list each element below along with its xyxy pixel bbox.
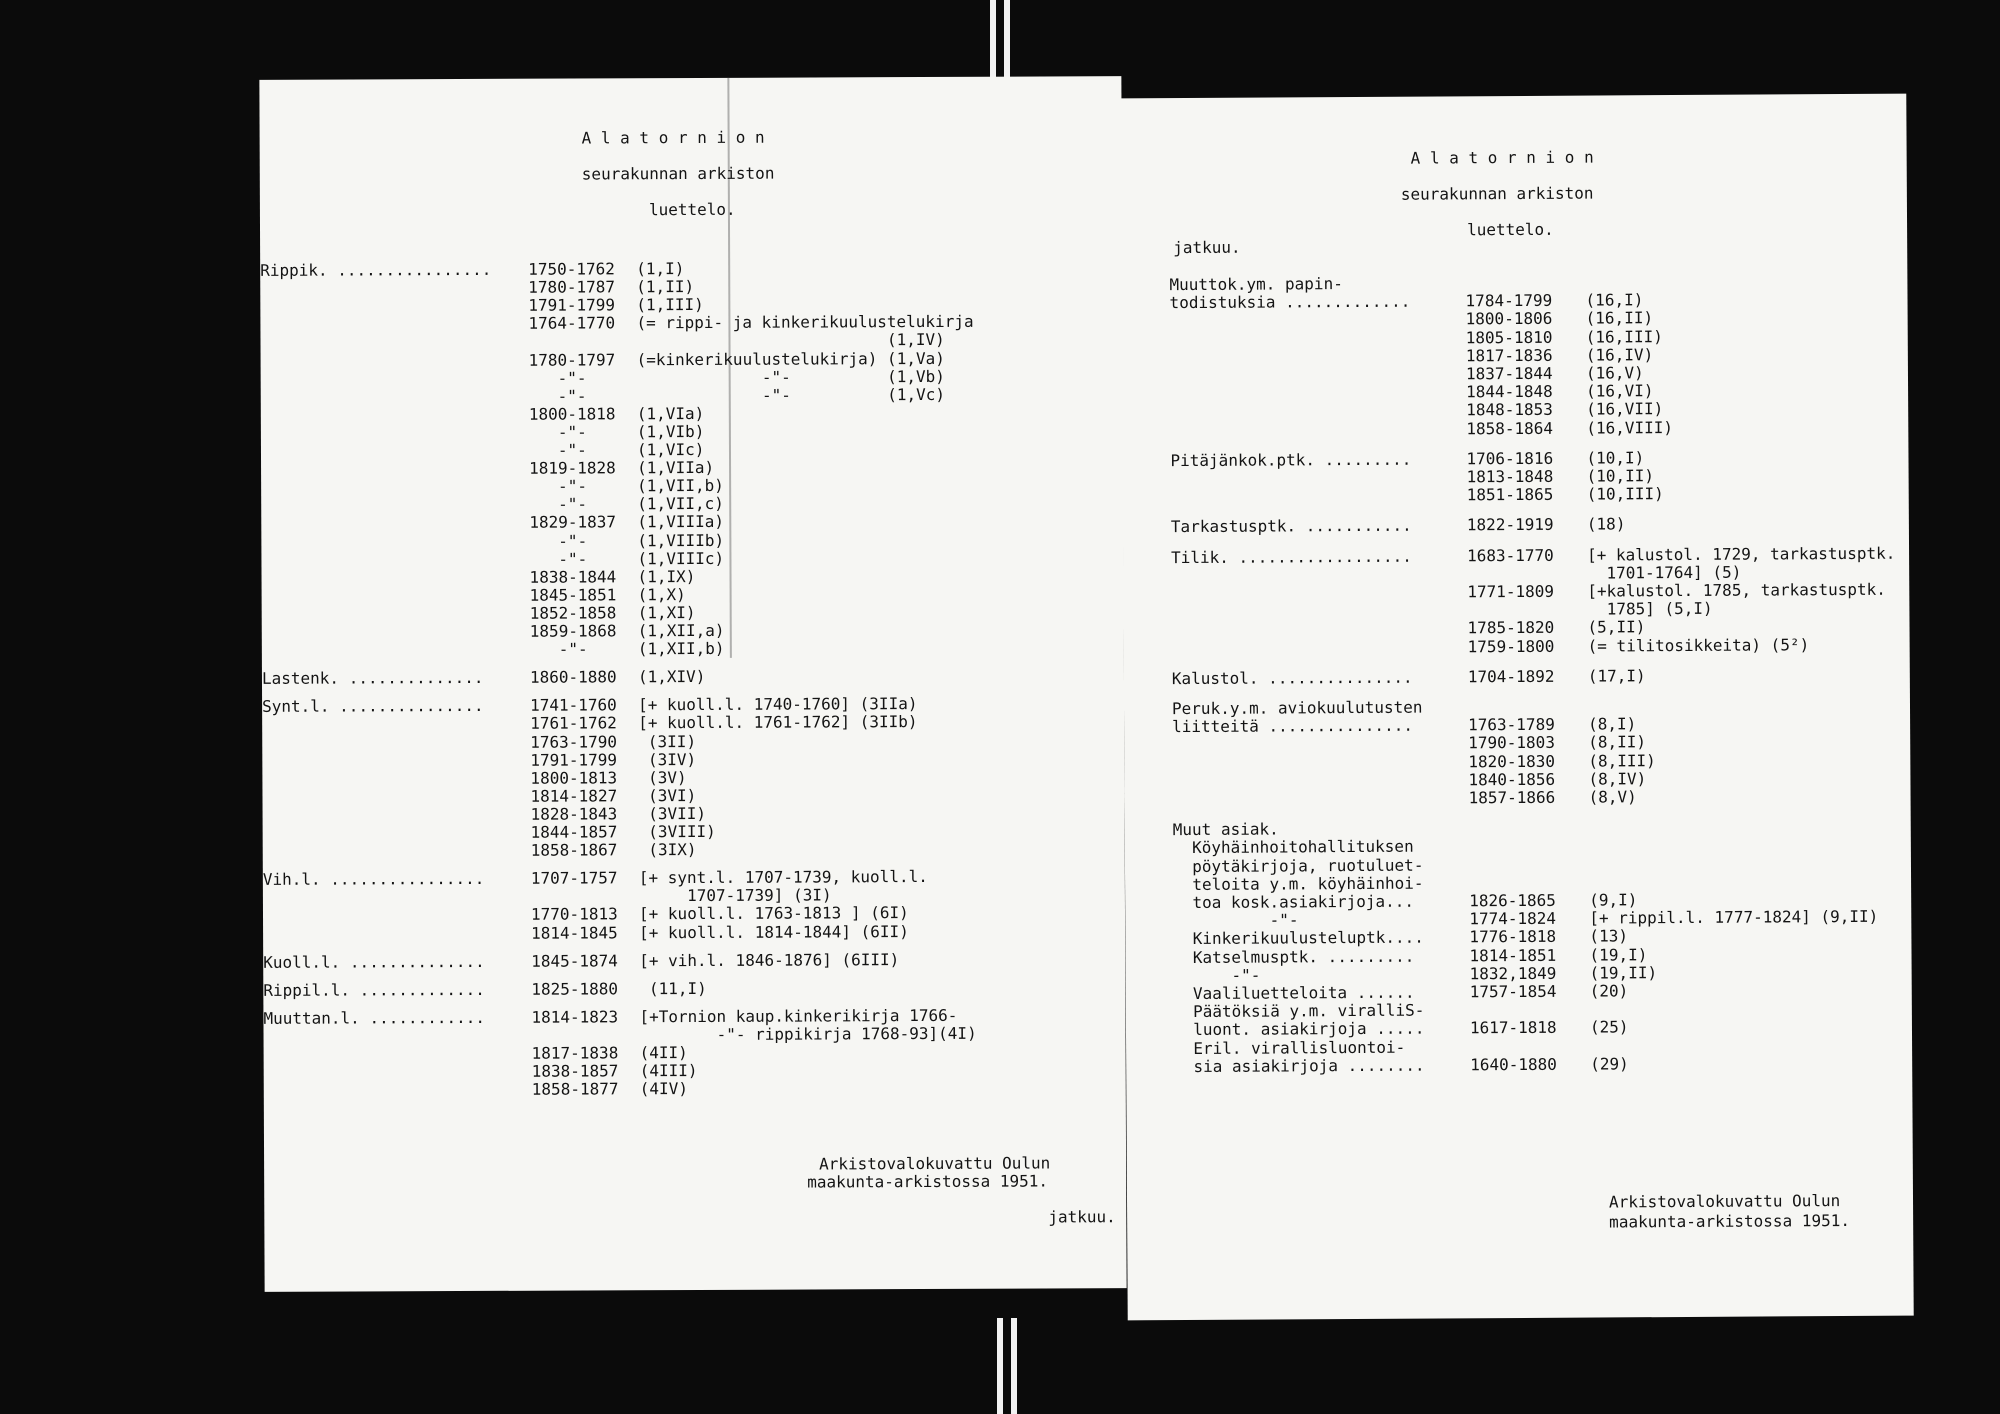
- entry-years: 1770-1813: [530, 904, 618, 925]
- entry-reference: (1,VIIIa): [637, 512, 725, 532]
- entry-row: [531, 1025, 976, 1045]
- entry-years: 1763-1790: [530, 731, 617, 752]
- entry-years: 1784-1799: [1465, 290, 1553, 311]
- entry-reference: (1,XI): [637, 602, 696, 623]
- archive-stamp: Arkistovalokuvattu Oulun: [819, 1153, 1051, 1174]
- entry-reference: (1,IV): [636, 330, 945, 351]
- entry-reference: [+ synt.l. 1707-1739, kuoll.l.: [638, 867, 928, 888]
- entry-reference: -"- (1,Vb): [636, 366, 945, 387]
- entry-years: -"-: [529, 639, 588, 659]
- entry-label: [1173, 803, 1469, 805]
- entry-row: [530, 604, 696, 623]
- entry-reference: [+Tornion kaup.kinkerikirja 1766-: [639, 1005, 958, 1027]
- entry-reference: (1,VII,c): [637, 494, 724, 514]
- entry-reference: (16,I): [1585, 290, 1644, 310]
- page-title: A l a t o r n i o n: [1410, 147, 1594, 168]
- entry-reference: (1,VIa): [636, 403, 705, 424]
- entry-label: [1172, 652, 1468, 654]
- entry-row: [529, 441, 705, 460]
- entry-years: 1741-1760: [530, 695, 617, 716]
- entry-row: [530, 668, 706, 687]
- entry-years: 1837-1844: [1465, 363, 1553, 384]
- entry-label: luont. asiakirjoja .....: [1173, 1018, 1425, 1040]
- entry-row: [1173, 819, 1589, 840]
- entry-row: [531, 923, 909, 943]
- entry-label: toa kosk.asiakirjoja...: [1173, 891, 1415, 913]
- entry-reference: (=kinkerikuulustelukirja) (1,Va): [636, 348, 945, 369]
- entry-label: Tilik. ..................: [1171, 546, 1412, 567]
- entry-years: 1617-1818: [1469, 1018, 1557, 1038]
- entry-label: Kalustol. ...............: [1171, 667, 1413, 688]
- film-edge-mark: [1004, 0, 1010, 78]
- entry-years: 1791-1799: [528, 295, 616, 315]
- category-label: Rippil.l. .............: [263, 979, 485, 1000]
- entry-years: 1774-1824: [1469, 908, 1557, 929]
- entry-label: [1172, 749, 1468, 751]
- entry-row: [532, 1080, 688, 1099]
- entry-label: liitteitä ...............: [1172, 715, 1413, 737]
- entry-years: 1805-1810: [1465, 327, 1553, 347]
- entry-row: [529, 386, 945, 406]
- entry-row: [531, 951, 899, 971]
- entry-reference: (1,II): [636, 277, 695, 297]
- entry-reference: 1785] (5,I): [1587, 598, 1713, 619]
- entry-row: [530, 640, 725, 659]
- entry-years: 1858-1877: [531, 1079, 619, 1099]
- entry-row: [530, 732, 696, 751]
- entry-years: -"-: [528, 440, 587, 460]
- entry-reference: (9,I): [1589, 890, 1638, 910]
- entry-row: [529, 513, 724, 532]
- entry-label: -"-: [1173, 910, 1299, 931]
- entry-reference: (1,III): [636, 295, 704, 315]
- entry-row: [1174, 1055, 1629, 1076]
- entry-years: 1840-1856: [1468, 769, 1556, 790]
- entry-row: [529, 405, 705, 424]
- entry-reference: (1,VIb): [636, 421, 705, 442]
- entry-reference: (3IV): [638, 749, 697, 769]
- entry-reference: (5,II): [1587, 617, 1646, 637]
- entry-years: 1858-1864: [1466, 418, 1554, 438]
- entry-years: 1706-1816: [1466, 448, 1554, 469]
- page-subtitle: seurakunnan arkiston: [581, 163, 775, 184]
- entry-years: 1859-1868: [529, 621, 617, 641]
- entry-reference: [+ kuoll.l. 1763-1813 ] (6I): [638, 903, 909, 924]
- entry-row: [1171, 581, 1886, 603]
- entry-years: 1848-1853: [1466, 400, 1553, 420]
- entry-row: [531, 805, 707, 824]
- entry-reference: (1,XII,a): [637, 620, 725, 641]
- entry-years: 1822-1919: [1466, 515, 1554, 535]
- entry-label: Muuttok.ym. papin-: [1169, 274, 1343, 295]
- entry-reference: 1707-1739] (3I): [638, 885, 832, 906]
- entry-row: [528, 296, 704, 315]
- entry-reference: (1,VII,b): [637, 476, 724, 496]
- entry-years: 1817-1838: [531, 1043, 619, 1063]
- entry-years: 1844-1848: [1466, 381, 1553, 402]
- entry-reference: (10,I): [1586, 448, 1645, 468]
- entry-reference: (16,II): [1585, 308, 1654, 328]
- entry-row: [530, 622, 725, 641]
- entry-reference: (16,III): [1585, 326, 1663, 347]
- entry-years: 1761-1762: [530, 713, 617, 734]
- entry-label: [1170, 343, 1466, 345]
- entry-years: [1470, 1051, 1590, 1052]
- entry-reference: [+ kalustol. 1729, tarkastusptk.: [1587, 543, 1896, 565]
- entry-years: [1469, 851, 1589, 852]
- entry-years: 1800-1813: [530, 768, 618, 788]
- entry-row: [529, 495, 724, 514]
- entry-row: [530, 586, 686, 605]
- entry-reference: -"- (1,Vc): [636, 384, 946, 405]
- right-page: [1120, 94, 1913, 1321]
- entry-reference: (1,XII,b): [637, 638, 725, 659]
- entry-years: 1858-1867: [530, 840, 618, 860]
- entry-years: 1817-1836: [1465, 345, 1553, 366]
- entry-years: 1800-1806: [1465, 309, 1553, 329]
- entry-years: 1776-1818: [1469, 927, 1557, 947]
- entry-reference: (3IX): [638, 840, 697, 860]
- entry-reference: (25): [1589, 1017, 1629, 1037]
- category-label: Rippik. ................: [260, 259, 492, 280]
- entry-reference: [+ vih.l. 1846-1876] (6III): [639, 949, 900, 970]
- entry-reference: (1,VIIa): [637, 457, 715, 478]
- entry-years: 1814-1851: [1469, 945, 1557, 965]
- entry-reference: (11,I): [639, 978, 707, 998]
- entry-label: teloita y.m. köyhäinhoi-: [1173, 873, 1424, 894]
- entry-reference: (1,X): [637, 584, 686, 605]
- entry-years: 1819-1828: [529, 458, 616, 478]
- entry-label: [1172, 634, 1468, 636]
- entry-label: Pitäjänkok.ptk. .........: [1170, 449, 1412, 470]
- entry-reference: (1,VIIIc): [637, 548, 725, 568]
- page-title: A l a t o r n i o n: [581, 127, 765, 148]
- entry-label: [1171, 597, 1467, 599]
- entry-years: 1759-1800: [1467, 636, 1555, 656]
- entry-label: Vaaliluetteloita ......: [1173, 982, 1415, 1004]
- entry-reference: (1,XIV): [637, 667, 706, 687]
- entry-label: -"-: [1173, 965, 1261, 985]
- entry-years: 1785-1820: [1467, 618, 1555, 638]
- entry-row: [528, 278, 694, 297]
- entry-reference: (16,VII): [1586, 399, 1664, 419]
- entry-row: [1173, 837, 1589, 858]
- entry-years: 1825-1880: [531, 979, 619, 999]
- entry-label: Muut asiak.: [1172, 819, 1279, 840]
- entry-years: 1820-1830: [1468, 751, 1556, 771]
- entry-row: [529, 549, 724, 568]
- entry-years: [1468, 712, 1588, 713]
- entry-label: Katselmusptk. .........: [1173, 946, 1415, 967]
- entry-years: [1470, 1015, 1590, 1016]
- entry-reference: (1,I): [636, 259, 685, 279]
- archive-stamp-2: maakunta-arkistossa 1951.: [807, 1171, 1049, 1192]
- entry-years: [1465, 288, 1585, 289]
- entry-row: [529, 477, 724, 496]
- entry-label: [1170, 416, 1466, 418]
- entry-years: 1845-1874: [531, 950, 618, 971]
- entry-reference: (1,VIc): [636, 439, 705, 460]
- entry-reference: (10,III): [1586, 484, 1664, 504]
- entry-reference: (29): [1590, 1054, 1629, 1074]
- entry-row: [529, 423, 705, 442]
- entry-years: 1814-1845: [531, 922, 618, 943]
- entry-years: -"-: [528, 422, 587, 442]
- entry-years: -"-: [529, 494, 588, 515]
- entry-row: [1171, 485, 1664, 506]
- entry-label: [1171, 500, 1467, 502]
- entry-years: 1852-1858: [529, 603, 617, 623]
- entry-years: 1683-1770: [1467, 545, 1554, 565]
- entry-label: Kinkerikuulusteluptk....: [1173, 927, 1424, 949]
- entry-years: 1780-1797: [528, 349, 616, 370]
- entry-row: [529, 568, 695, 587]
- entry-row: [529, 531, 724, 550]
- entry-reference: (8,III): [1588, 750, 1656, 771]
- entry-years: 1851-1865: [1466, 484, 1554, 505]
- entry-label: Tarkastusptk. ...........: [1170, 516, 1412, 537]
- entry-reference: (16,VIII): [1586, 417, 1674, 438]
- continued-note: jatkuu.: [1048, 1207, 1116, 1227]
- entry-label: [1170, 361, 1466, 363]
- entry-label: [1170, 379, 1466, 381]
- entry-reference: 1701-1764] (5): [1587, 562, 1742, 583]
- entry-years: -"-: [528, 368, 587, 388]
- entry-row: [1170, 419, 1673, 440]
- entry-label: [1171, 615, 1467, 617]
- entry-label: [1170, 325, 1466, 327]
- entry-label: Eril. virallisluontoi-: [1174, 1037, 1406, 1058]
- category-label: Lastenk. ..............: [261, 668, 484, 689]
- entry-years: 1814-1827: [530, 786, 618, 806]
- entry-years: [1469, 869, 1589, 870]
- entry-years: 1704-1892: [1467, 666, 1555, 687]
- entry-label: [1170, 434, 1466, 436]
- entry-reference: (1,IX): [637, 566, 696, 586]
- entry-years: 1838-1844: [529, 567, 617, 587]
- entry-years: [1469, 833, 1589, 834]
- entry-years: 1771-1809: [1467, 581, 1555, 602]
- archive-stamp-2: maakunta-arkistossa 1951.: [1609, 1210, 1851, 1232]
- entry-reference: (20): [1589, 981, 1629, 1001]
- left-page: [259, 76, 1126, 1292]
- film-edge-mark: [990, 0, 996, 78]
- page-subtitle-2: luettelo.: [648, 199, 736, 220]
- entry-years: [1469, 887, 1589, 888]
- entry-reference: (19,I): [1589, 944, 1648, 965]
- entry-label: [1170, 397, 1466, 399]
- entry-reference: [+ rippil.l. 1777-1824] (9,II): [1589, 906, 1879, 928]
- continued-header: jatkuu.: [1173, 237, 1241, 258]
- entry-years: 1832,1849: [1469, 963, 1557, 984]
- entry-reference: (3VII): [638, 803, 707, 824]
- entry-reference: (1,VIIIb): [637, 530, 725, 550]
- entry-years: 1813-1848: [1466, 466, 1554, 487]
- entry-row: [529, 459, 714, 478]
- entry-row: [531, 868, 928, 888]
- entry-reference: (19,II): [1589, 962, 1658, 983]
- entry-years: 1763-1789: [1468, 714, 1555, 735]
- entry-years: 1845-1851: [529, 585, 617, 605]
- entry-reference: (4III): [639, 1061, 698, 1081]
- entry-reference: (16,IV): [1585, 344, 1654, 365]
- entry-years: -"-: [529, 549, 588, 569]
- entry-reference: (16,V): [1585, 363, 1644, 383]
- entry-label: sia asiakirjoja ........: [1174, 1055, 1425, 1076]
- entry-row: [1172, 636, 1810, 658]
- entry-label: Köyhäinhoitohallituksen: [1172, 837, 1414, 858]
- entry-label: Peruk.y.m. aviokuulutusten: [1171, 697, 1423, 719]
- entry-label: [1172, 767, 1468, 769]
- entry-reference: (16,VI): [1586, 381, 1654, 401]
- entry-reference: (3V): [638, 767, 687, 787]
- entry-reference: (= rippi- ja kinkerikuulustelukirja: [636, 312, 974, 333]
- entry-reference: (8,I): [1588, 714, 1637, 734]
- entry-years: -"-: [529, 476, 587, 496]
- entry-years: [1467, 615, 1587, 616]
- entry-row: [531, 980, 707, 999]
- entry-reference: -"- rippikirja 1768-93](4I): [639, 1023, 977, 1045]
- entry-reference: [+ kuoll.l. 1814-1844] (6II): [639, 921, 909, 942]
- entry-years: 1750-1762: [528, 259, 615, 279]
- category-label: Kuoll.l. ..............: [263, 951, 485, 972]
- entry-reference: [+kalustol. 1785, tarkastusptk.: [1587, 579, 1886, 601]
- entry-label: Päätöksiä y.m. viralliS-: [1173, 1000, 1425, 1022]
- entry-reference: (3VI): [638, 785, 697, 806]
- entry-label: [1172, 785, 1468, 787]
- entry-row: [531, 841, 697, 860]
- archive-stamp: Arkistovalokuvattu Oulun: [1608, 1191, 1841, 1212]
- entry-row: [530, 769, 686, 788]
- entry-reference: (8,V): [1588, 787, 1637, 807]
- entry-label: pöytäkirjoja, ruotuluet-: [1172, 855, 1424, 876]
- entry-years: 1707-1757: [530, 868, 618, 888]
- entry-years: 1780-1787: [528, 277, 616, 297]
- film-edge-mark: [997, 1318, 1003, 1414]
- entry-reference: (8,IV): [1588, 769, 1647, 789]
- entry-years: 1828-1843: [530, 804, 618, 824]
- entry-reference: (= tilitosikkeita) (5²): [1587, 634, 1810, 656]
- entry-reference: (3II): [638, 731, 697, 751]
- entry-reference: [+ kuoll.l. 1740-1760] (3IIa): [638, 694, 918, 715]
- category-label: Muuttan.l. ............: [263, 1007, 486, 1028]
- entry-reference: (3VIII): [638, 821, 716, 842]
- entry-years: -"-: [529, 530, 588, 551]
- entry-label: todistuksia .............: [1169, 291, 1411, 313]
- page-subtitle-2: luettelo.: [1467, 219, 1554, 240]
- entry-row: [531, 823, 716, 842]
- category-label: Synt.l. ...............: [262, 696, 484, 717]
- entry-label: [1171, 579, 1467, 581]
- entry-years: 1826-1865: [1469, 890, 1556, 911]
- entry-years: 1829-1837: [529, 512, 617, 533]
- category-label: Vih.l. ................: [262, 869, 485, 890]
- entry-years: 1790-1803: [1468, 733, 1555, 753]
- entry-reference: (17,I): [1587, 666, 1646, 686]
- entry-row: [1171, 544, 1895, 566]
- entry-row: [1173, 855, 1589, 876]
- page-subtitle: seurakunnan arkiston: [1400, 183, 1594, 204]
- entry-years: 1860-1880: [529, 667, 617, 687]
- entry-row: [528, 260, 684, 279]
- entry-row: [530, 751, 696, 770]
- entry-years: -"-: [528, 386, 587, 406]
- entry-reference: (13): [1589, 926, 1628, 946]
- entry-row: [530, 787, 696, 806]
- entry-reference: [+ kuoll.l. 1761-1762] (3IIb): [638, 712, 918, 733]
- entry-years: 1764-1770: [528, 313, 616, 334]
- entry-years: [1467, 578, 1587, 579]
- entry-years: 1800-1818: [528, 404, 616, 424]
- entry-years: 1838-1857: [531, 1061, 619, 1081]
- entry-years: 1857-1866: [1468, 787, 1556, 808]
- entry-reference: (18): [1586, 514, 1626, 534]
- entry-reference: (4IV): [639, 1079, 688, 1099]
- entry-reference: (4II): [639, 1043, 688, 1063]
- entry-reference: (8,II): [1588, 732, 1647, 752]
- entry-row: [532, 1062, 698, 1081]
- entry-row: [532, 1044, 688, 1063]
- entry-label: [1171, 482, 1467, 484]
- entry-years: 1640-1880: [1470, 1054, 1557, 1075]
- entry-years: 1844-1857: [530, 822, 618, 842]
- entry-years: 1814-1823: [531, 1007, 619, 1027]
- entry-years: 1791-1799: [530, 749, 618, 770]
- entry-years: 1757-1854: [1469, 981, 1557, 1002]
- film-edge-mark: [1011, 1318, 1017, 1414]
- entry-row: [530, 713, 917, 733]
- entry-reference: (10,II): [1586, 466, 1655, 486]
